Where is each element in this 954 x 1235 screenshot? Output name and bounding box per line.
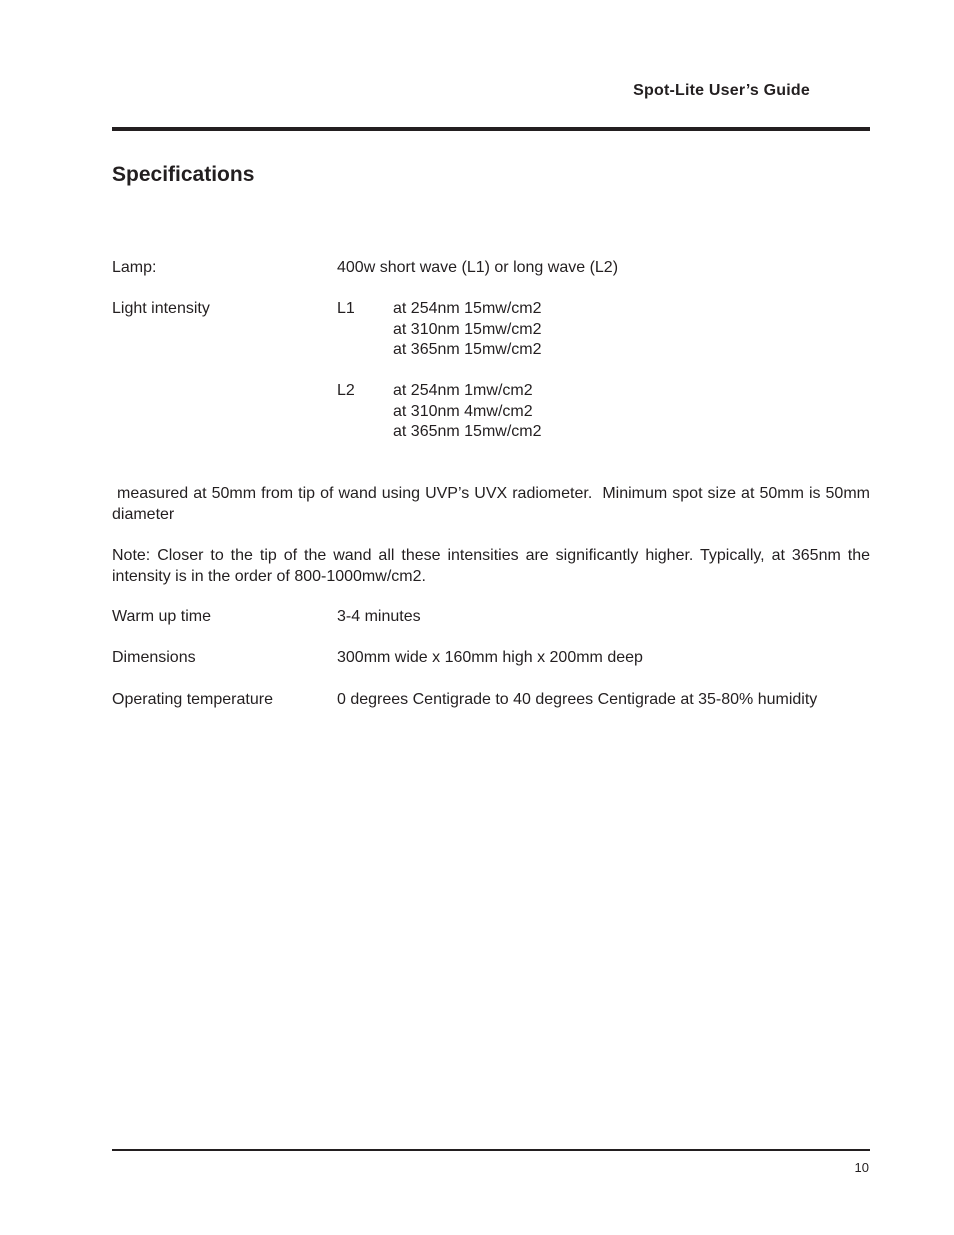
lamp-l2-intensities	[393, 381, 542, 443]
lamp-code-l2: L2	[337, 382, 355, 399]
page-title: Specifications	[112, 163, 255, 186]
footer-rule	[112, 1149, 870, 1151]
intensity-note: Note: Closer to the tip of the wand all these intensities are significantly higher. Typically, at 365nm the intensity is in the order of 800-1000mw/cm2.	[112, 547, 870, 585]
measurement-note: measured at 50mm from tip of wand using UVP’s UVX radiometer. Minimum spot size at 50mm is 50mm diameter	[112, 485, 875, 523]
running-header: Spot-Lite User’s Guide	[633, 82, 810, 99]
intensity-line: at 365nm 15mw/cm2	[393, 423, 542, 440]
spec-value-lamp: 400w short wave (L1) or long wave (L2)	[337, 259, 619, 276]
spec-value-operating-temperature: 0 degrees Centigrade to 40 degrees Centigrade at 35-80% humidity	[337, 691, 818, 708]
intensity-line: at 254nm 15mw/cm2	[393, 300, 542, 317]
spec-value-warm-up: 3-4 minutes	[337, 608, 421, 625]
spec-value-dimensions: 300mm wide x 160mm high x 200mm deep	[337, 649, 643, 666]
intensity-line: at 310nm 15mw/cm2	[393, 320, 542, 338]
intensity-line: at 365nm 15mw/cm2	[393, 341, 542, 358]
spec-label-lamp: Lamp:	[112, 259, 157, 276]
page-number: 10	[854, 1160, 869, 1175]
header-rule	[112, 127, 870, 131]
spec-label-light-intensity: Light intensity	[112, 300, 210, 317]
lamp-code-l1: L1	[337, 300, 355, 317]
spec-label-dimensions: Dimensions	[112, 649, 196, 666]
spec-label-warm-up: Warm up time	[112, 608, 211, 625]
intensity-line: at 310nm 4mw/cm2	[393, 402, 533, 420]
intensity-line: at 254nm 1mw/cm2	[393, 382, 533, 399]
lamp-l1-intensities	[393, 299, 542, 361]
spec-label-operating-temperature: Operating temperature	[112, 691, 273, 708]
